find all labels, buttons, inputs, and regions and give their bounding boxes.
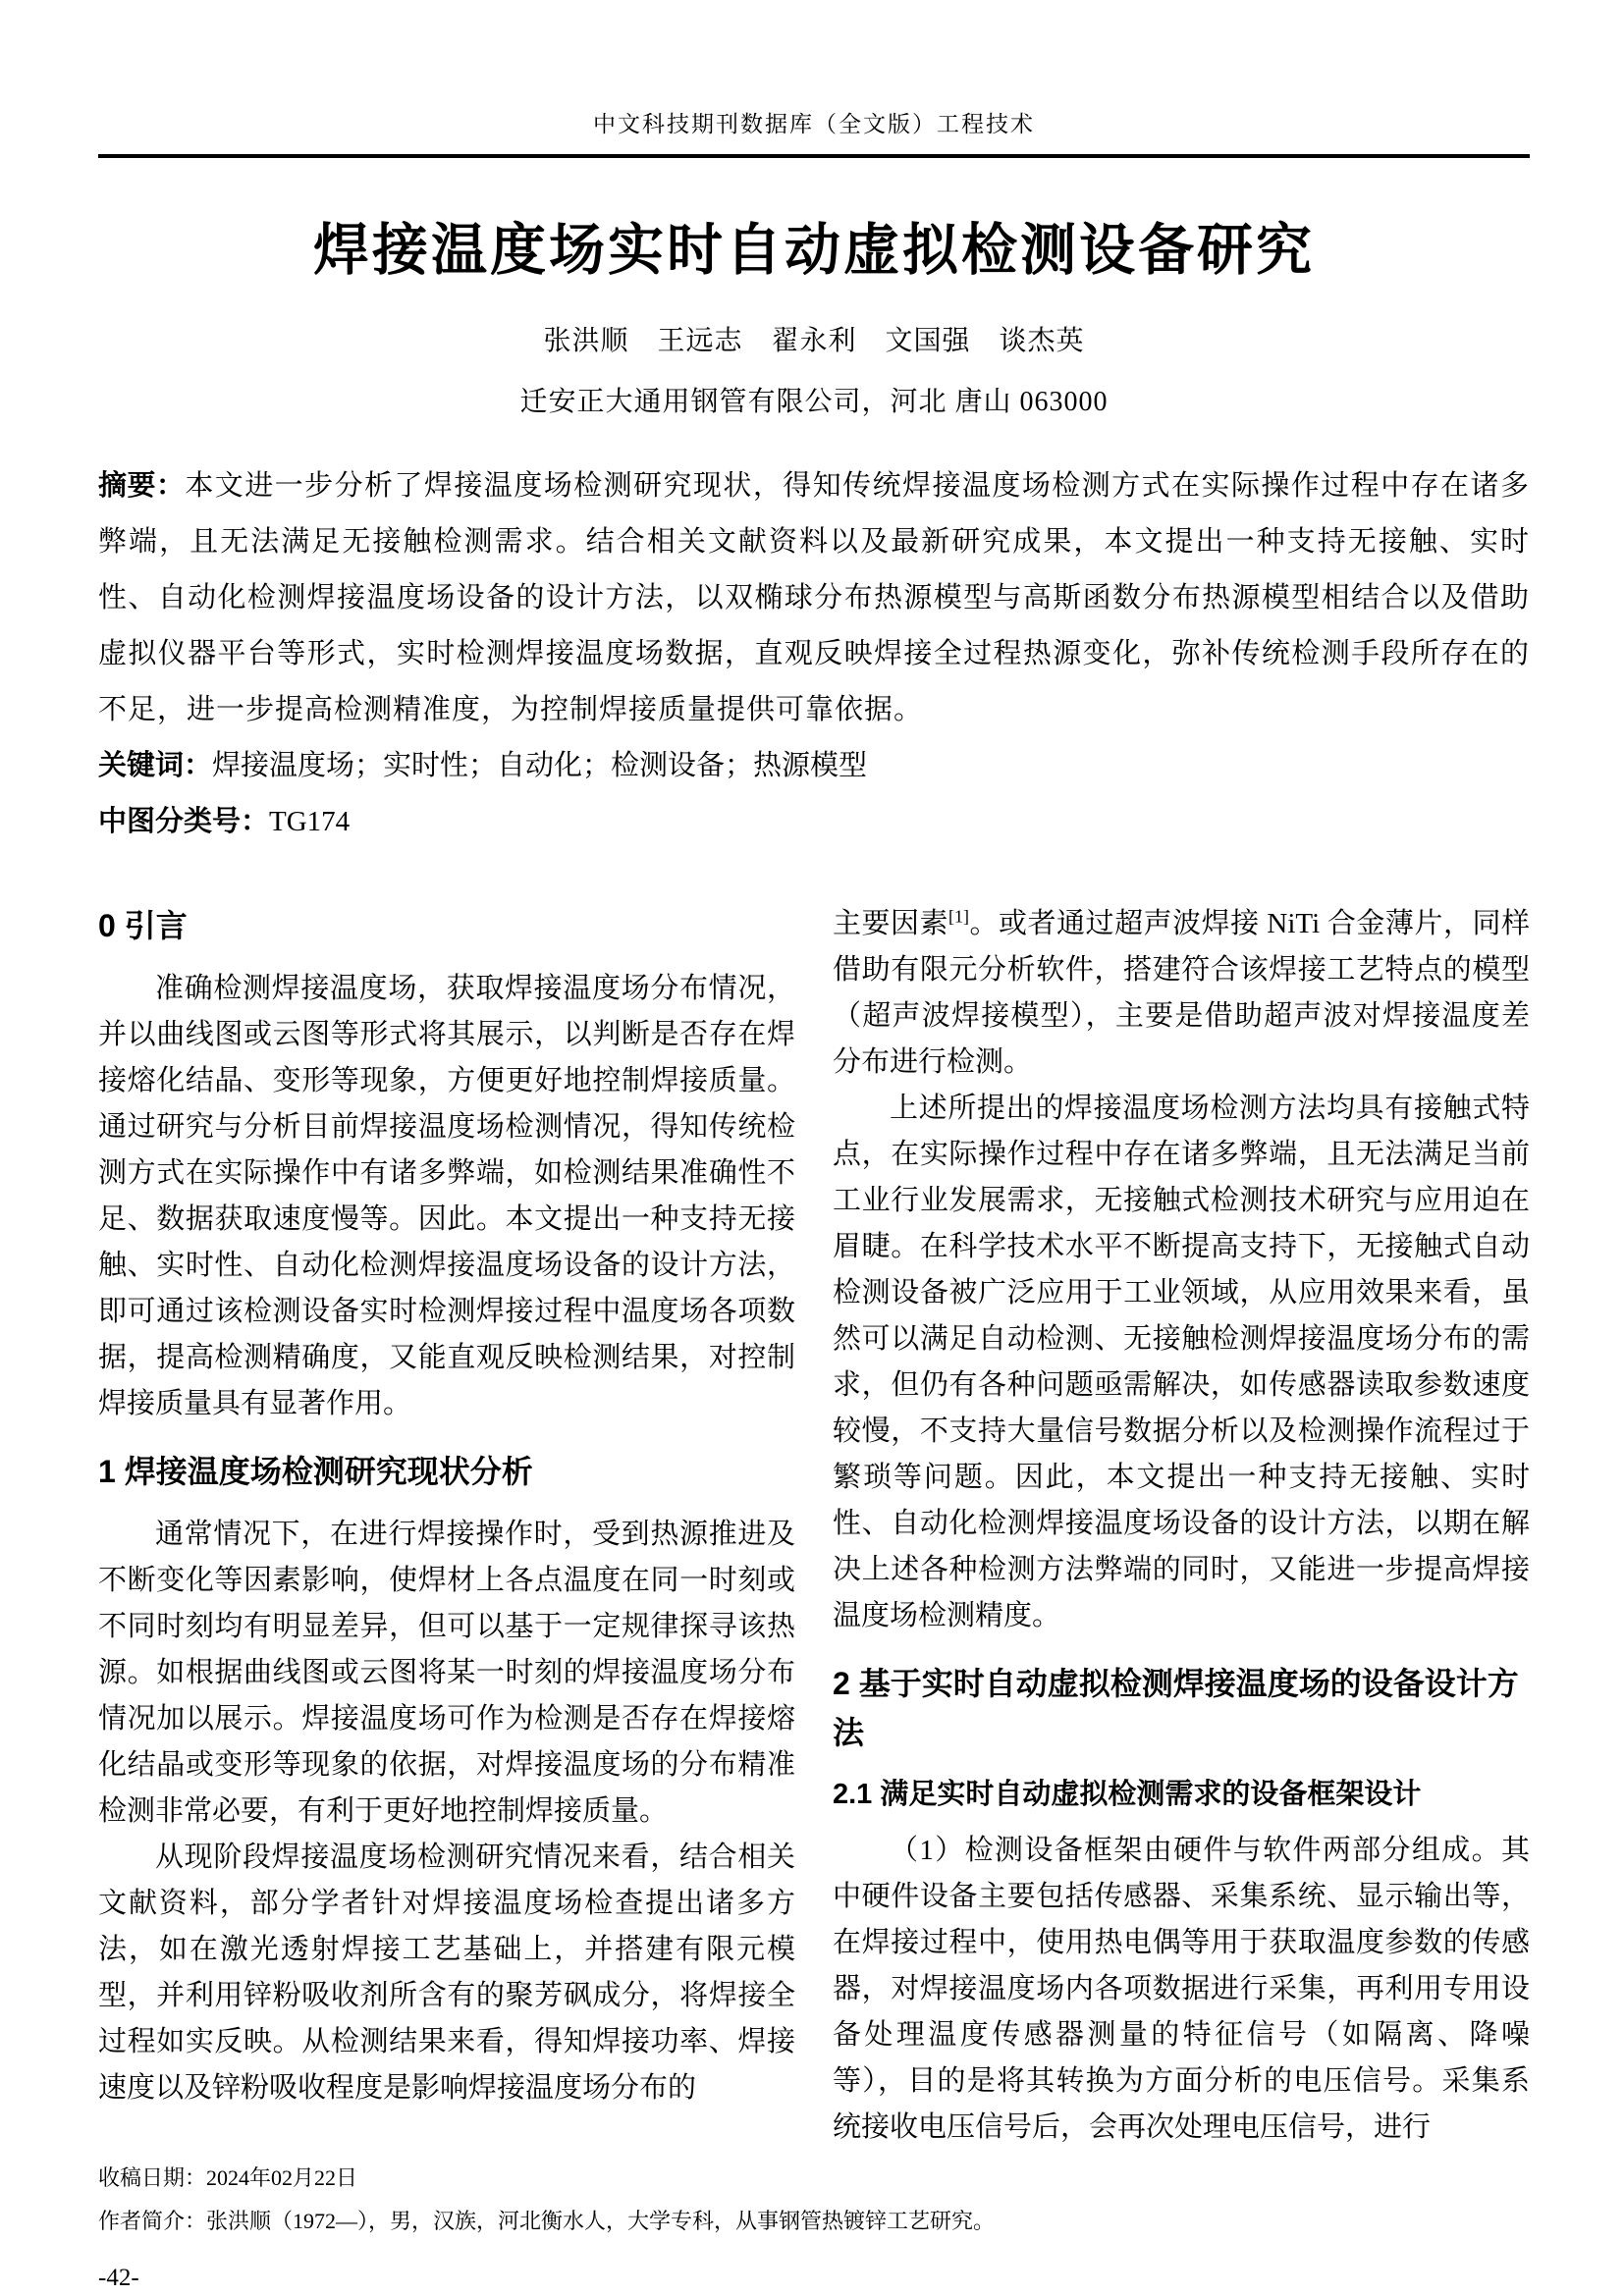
footnote-block [98, 2157, 1530, 2296]
continued-paragraph [833, 901, 1530, 1086]
page-number: -42- [98, 2265, 139, 2291]
keywords-line [98, 738, 1530, 794]
affiliation-line: 迁安正大通用钢管有限公司，河北 唐山 063000 [519, 387, 1109, 417]
section1-paragraph-1: 通常情况下，在进行焊接操作时，受到热源推进及不断变化等因素影响，使焊材上各点温度在同一时刻或不同时刻均有明显差异，但可以基于一定规律探寻该热源。如根据曲线图或云图将某一时刻的焊接温度场分布情况加以展示。焊接温度场可作为检测是否存在焊接熔化结晶或变形等现象的依据，对焊接温度场的分布精准检测非常必要，有利于更好地控制焊接质量。 [98, 1519, 795, 1827]
abstract-text: 本文进一步分析了焊接温度场检测研究现状，得知传统焊接温度场检测方式在实际操作过程中存在诸多弊端，且无法满足无接触检测需求。结合相关文献资料以及最新研究成果，本文提出一种支持无接触、实时性、自动化检测焊接温度场设备的设计方法，以双椭球分布热源模型与高斯函数分布热源模型相结合以及借助虚拟仪器平台等形式，实时检测焊接温度场数据，直观反映焊接全过程热源变化，弥补传统检测手段所存在的不足，进一步提高检测精准度，为控制焊接质量提供可靠依据。 [98, 470, 1530, 725]
heading-section2: 2 基于实时自动虚拟检测焊接温度场的设备设计方法 [833, 1666, 1519, 1750]
left-column [98, 901, 795, 2151]
abstract-paragraph [98, 458, 1530, 738]
header-divider [98, 154, 1530, 158]
authors-line: 张洪顺 王远志 翟永利 文国强 谈杰英 [543, 326, 1085, 356]
heading-section1: 1 焊接温度场检测研究现状分析 [98, 1454, 533, 1489]
heading-section2-1: 2.1 满足实时自动虚拟检测需求的设备框架设计 [833, 1779, 1422, 1810]
keywords-text: 焊接温度场；实时性；自动化；检测设备；热源模型 [212, 750, 868, 781]
clc-value: TG174 [269, 806, 351, 837]
page-header [98, 106, 1530, 158]
author-bio-label: 作者简介： [98, 2209, 207, 2233]
body-columns [98, 901, 1530, 2151]
section2-paragraph-1: （1）检测设备框架由硬件与软件两部分组成。其中硬件设备主要包括传感器、采集系统、显示输出等，在焊接过程中，使用热电偶等用于获取温度参数的传感器，对焊接温度场内各项数据进行采集，再利用专用设备处理温度传感器测量的特征信号（如隔离、降噪等），目的是将其转换为方面分析的电压信号。采集系统接收电压信号后，会再次处理电压信号，进行 [833, 1835, 1530, 2143]
heading-intro: 0 引言 [98, 908, 188, 943]
section1-paragraph-2: 从现阶段焊接温度场检测研究情况来看，结合相关文献资料，部分学者针对焊接温度场检查提出诸多方法，如在激光透射焊接工艺基础上，并搭建有限元模型，并利用锌粉吸收剂所含有的聚芳砜成分，将焊接全过程如实反映。从检测结果来看，得知焊接功率、焊接速度以及锌粉吸收程度是影响焊接温度场分布的 [98, 1842, 795, 2104]
section1-paragraph-3: 上述所提出的焊接温度场检测方法均具有接触式特点，在实际操作过程中存在诸多弊端，且无法满足当前工业行业发展需求，无接触式检测技术研究与应用迫在眉睫。在科学技术水平不断提高支持下，无接触式自动检测设备被广泛应用于工业领域，从应用效果来看，虽然可以满足自动检测、无接触检测焊接温度场分布的需求，但仍有各种问题亟需解决，如传感器读取参数速度较慢，不支持大量信号数据分析以及检测操作流程过于繁琐等问题。因此，本文提出一种支持无接触、实时性、自动化检测焊接温度场设备的设计方法，以期在解决上述各种检测方法弊端的同时，又能进一步提高焊接温度场检测精度。 [833, 1093, 1530, 1631]
keywords-label: 关键词： [98, 750, 213, 781]
clc-line [98, 794, 1530, 850]
author-bio-line [98, 2200, 1530, 2243]
intro-paragraph: 准确检测焊接温度场，获取焊接温度场分布情况，并以曲线图或云图等形式将其展示，以判断是否存在焊接熔化结晶、变形等现象，方便更好地控制焊接质量。通过研究与分析目前焊接温度场检测情况，得知传统检测方式在实际操作中有诸多弊端，如检测结果准确性不足、数据获取速度慢等。因此。本文提出一种支持无接触、实时性、自动化检测焊接温度场设备的设计方法，即可通过该检测设备实时检测焊接过程中温度场各项数据，提高检测精确度，又能直观反映检测结果，对控制焊接质量具有显著作用。 [98, 973, 795, 1419]
continued-text-after-ref: 。或者通过超声波焊接 NiTi 合金薄片，同样借助有限元分析软件，搭建符合该焊接工艺特点的模型（超声波焊接模型），主要是借助超声波对焊接温度差分布进行检测。 [833, 908, 1530, 1078]
received-date-value: 2024年02月22日 [206, 2165, 358, 2190]
received-date-label: 收稿日期： [98, 2165, 207, 2190]
reference-marker: [1] [948, 906, 969, 927]
journal-name: 中文科技期刊数据库（全文版）工程技术 [593, 112, 1035, 136]
author-bio-value: 张洪顺（1972—），男，汉族，河北衡水人，大学专科，从事钢管热镀锌工艺研究。 [206, 2209, 996, 2233]
clc-label: 中图分类号： [98, 806, 270, 837]
continued-text-before-ref: 主要因素 [833, 908, 949, 939]
right-column [833, 901, 1530, 2151]
abstract-label: 摘要： [98, 470, 186, 502]
meta-block [98, 458, 1530, 850]
received-date-line [98, 2157, 1530, 2200]
paper-title: 焊接温度场实时自动虚拟检测设备研究 [313, 219, 1315, 282]
